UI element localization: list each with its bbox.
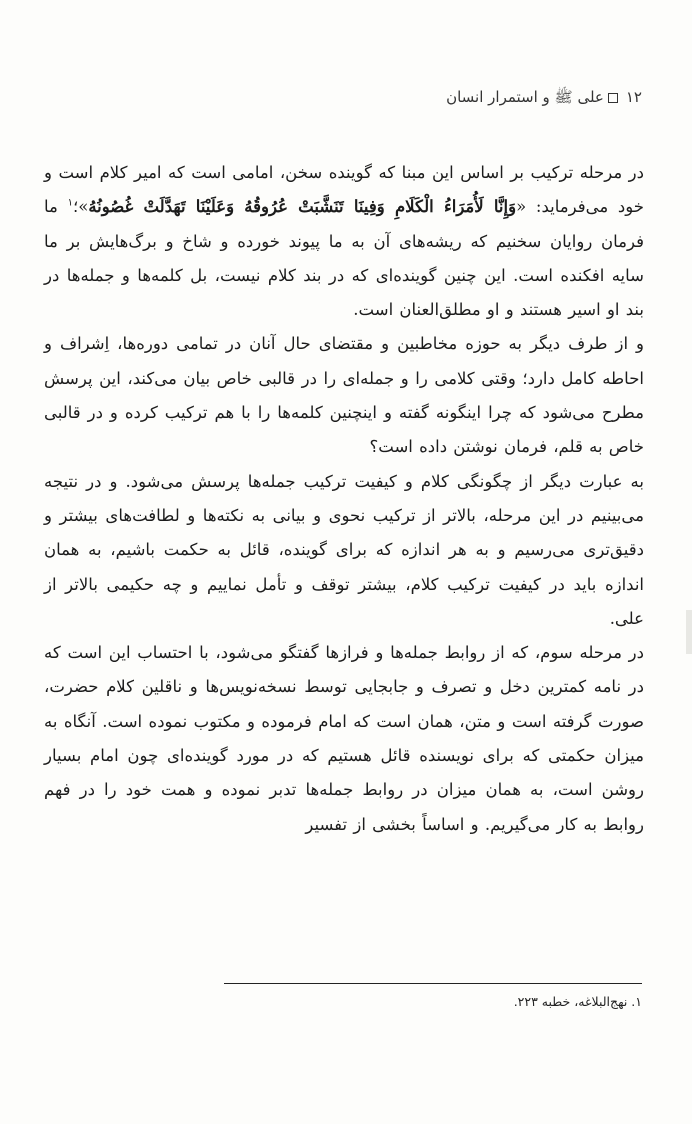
paragraph-3: به عبارت دیگر از چگونگی کلام و کیفیت ترکیب جمله‌ها پرسش می‌شود. و در نتیجه می‌بینیم در این مرحله، بالاتر از ترکیب نحوی و بیانی به نکته‌ها و لطافت‌های بیشتر و دقیق‌تری می‌رسیم و به هر اندازه که برای گوینده، قائل به حکمت باشیم، به همان اندازه باید در کیفیت ترکیب کلام، بیشتر توقف و تأمل نماییم و چه حکیمی بالاتر از علی. xyxy=(44,471,644,628)
footnote: ۱. نهج‌البلاغه، خطبه ۲۲۳. xyxy=(513,994,642,1009)
body-text xyxy=(44,156,644,842)
paragraph-2: و از طرف دیگر به حوزه مخاطبین و مقتضای حال آنان در تمامی دوره‌ها، اِشراف و احاطه کامل دارد؛ وقتی کلامی را و جمله‌ای را در قالبی خاص بیان می‌کند، این پرسش مطرح می‌شود که چرا اینگونه گفته و اینچنین کلمه‌ها را با هم ترکیب کرده و در قالبی خاص به قلم، فرمان نوشتن داده است؟ xyxy=(44,334,644,457)
footnote-reference[interactable]: ۱ xyxy=(67,197,73,209)
running-title: علی ﷺ و استمرار انسان xyxy=(446,88,604,106)
page-edge-shadow xyxy=(686,610,692,654)
quote-close: »؛ xyxy=(72,197,89,217)
paragraph-1-rest: ما فرمان روایان سخنیم که ریشه‌های آن به ما پیوند خورده و شاخ و برگ‌هایش بر ما سایه افکنده است. این چنین گوینده‌ای که در بند کلام نیست، بل کلمه‌ها و جمله‌ها در بند او اسیر هستند و او مطلق‌العنان است. xyxy=(44,197,644,320)
arabic-quote: وَإِنَّا لَأُمَرَاءُ الْكَلَامِ وَفِينَا تَنَشَّبَتْ عُرُوقُهُ وَعَلَيْنَا تَهَدَّلَتْ غُصُونُهُ xyxy=(88,197,517,217)
square-ornament-icon xyxy=(608,93,618,103)
paragraph-1-intro: در مرحله ترکیب بر اساس این مبنا که گوینده سخن، امامی است که امیر کلام است و خود می‌فرماید: « xyxy=(44,163,644,217)
footnote-divider xyxy=(224,983,642,984)
running-header xyxy=(42,88,642,110)
paragraph-4: در مرحله سوم، که از روابط جمله‌ها و فرازها گفتگو می‌شود، با احتساب این است که در نامه کمترین دخل و تصرف و جابجایی توسط نسخه‌نویس‌ها و ناقلین کلام حضرت، صورت گرفته است و متن، همان است که امام فرموده و مکتوب نموده است. آنگاه به میزان حکمتی که برای نویسنده قائل هستیم که در مورد گوینده‌ای چون امام بسیار روشن است، به همان میزان در روابط جمله‌ها تدبر نموده و همت خود را در فهم روابط به کار می‌گیریم. و اساساً بخشی از تفسیر xyxy=(44,643,644,834)
page-number: ۱۲ xyxy=(625,88,642,106)
paragraph-1 xyxy=(44,156,644,327)
